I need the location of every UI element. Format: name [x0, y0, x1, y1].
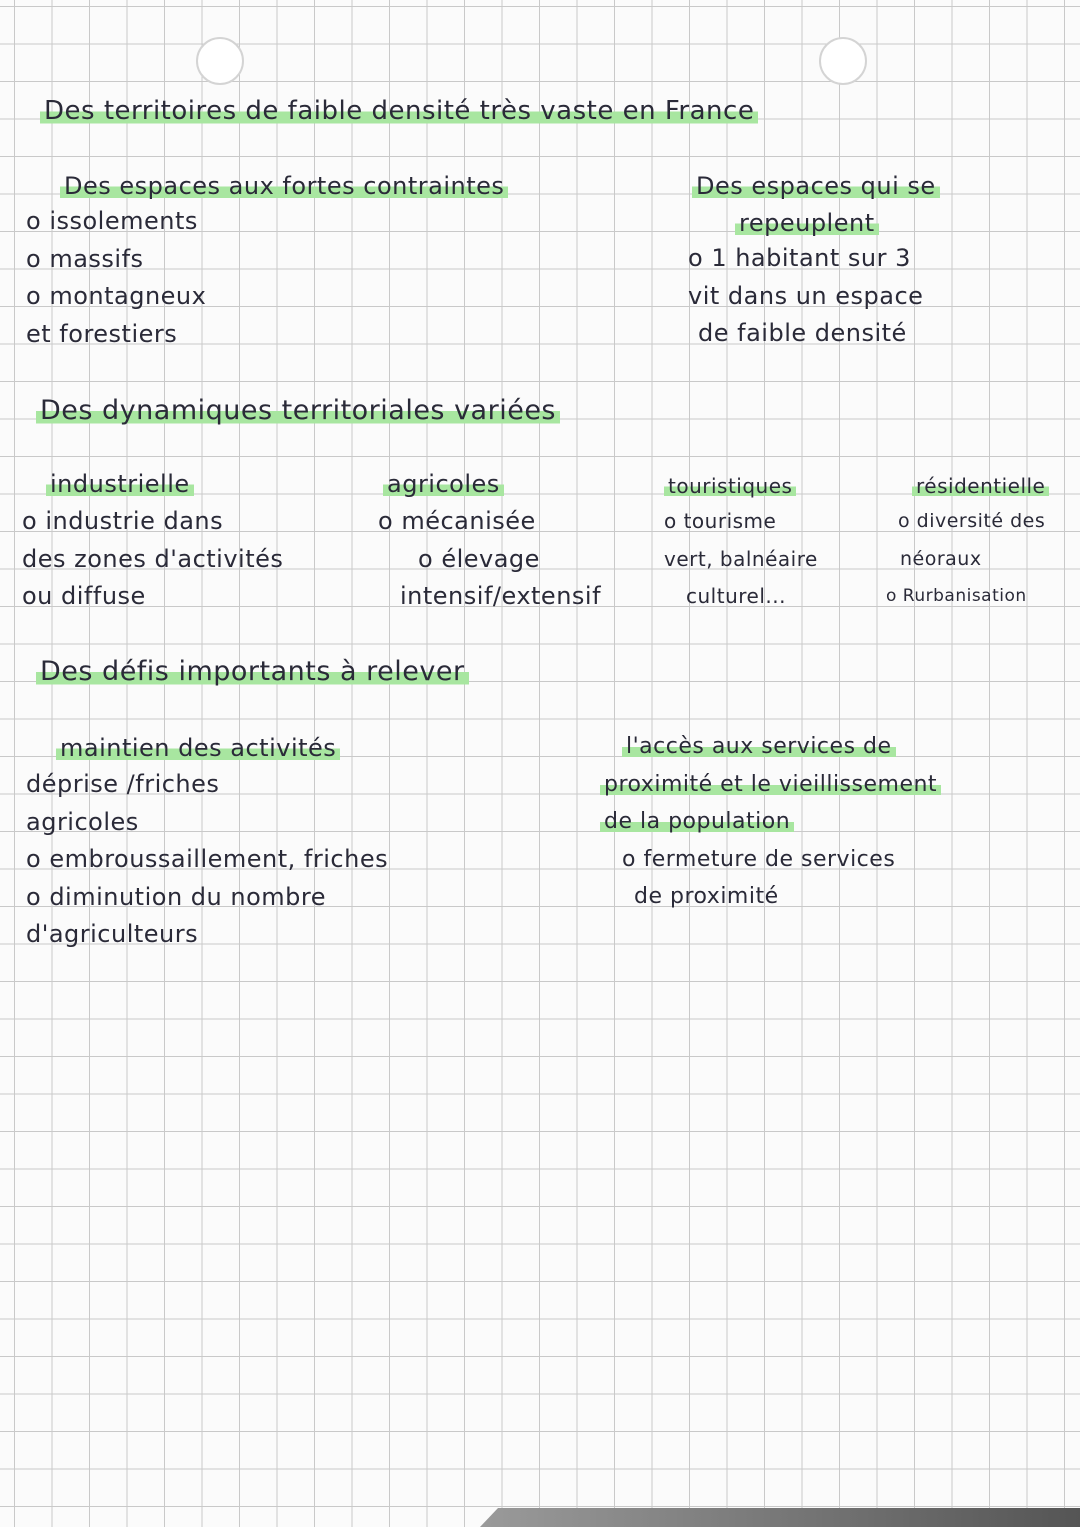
services-list	[600, 728, 941, 916]
residential-list	[886, 503, 1045, 616]
list-item: o Rurbanisation	[886, 586, 1027, 606]
list-item: o massifs	[26, 244, 144, 273]
list-item: o tourisme	[664, 509, 777, 533]
list-item: et forestiers	[26, 319, 178, 348]
list-item: agricoles	[26, 807, 139, 836]
repopulating-list	[688, 240, 923, 353]
activities-list	[26, 766, 388, 954]
list-item: de proximité	[634, 884, 779, 909]
list-item: culturel...	[686, 584, 786, 608]
list-item: des zones d'activités	[22, 544, 284, 573]
list-item: proximité et le vieillissement	[600, 766, 941, 804]
list-item: o industrie dans	[22, 507, 224, 535]
list-item: l'accès aux services de	[600, 728, 941, 766]
list-item: o embroussaillement, friches	[26, 845, 389, 873]
list-item: o 1 habitant sur 3	[688, 244, 911, 272]
page-title: Des territoires de faible densité très vaste en France	[40, 96, 758, 126]
dynamics-heading: Des dynamiques territoriales variées	[36, 395, 560, 426]
list-item: o élevage	[418, 544, 540, 573]
industrial-list	[22, 503, 283, 616]
list-item: néoraux	[900, 547, 982, 570]
punch-hole-right	[819, 37, 867, 85]
list-item: intensif/extensif	[400, 582, 602, 610]
page-bottom-edge	[480, 1508, 1080, 1527]
list-item: d'agriculteurs	[26, 920, 199, 948]
list-item: o diversité des	[898, 510, 1046, 532]
tourism-heading: touristiques	[664, 474, 796, 498]
activities-heading: maintien des activités	[56, 734, 340, 762]
list-item: de la population	[600, 803, 941, 841]
residential-heading: résidentielle	[912, 474, 1049, 498]
constraints-list	[26, 203, 206, 353]
challenges-heading: Des défis importants à relever	[36, 656, 469, 687]
list-item: o diminution du nombre	[26, 882, 326, 911]
punch-hole-left	[196, 37, 244, 85]
agricultural-list	[378, 503, 601, 616]
list-item: vert, balnéaire	[664, 546, 818, 571]
list-item: ou diffuse	[22, 582, 146, 610]
repopulating-heading-line2: repeuplent	[735, 209, 879, 237]
list-item: déprise /friches	[26, 770, 220, 798]
repopulating-heading: Des espaces qui se	[692, 172, 940, 200]
tourism-list	[664, 503, 818, 616]
list-item: vit dans un espace	[688, 281, 924, 310]
agricultural-heading: agricoles	[383, 470, 504, 498]
list-item: o issolements	[26, 207, 198, 235]
industrial-heading: industrielle	[46, 470, 194, 498]
list-item: o mécanisée	[378, 507, 536, 535]
list-item: o montagneux	[26, 282, 207, 310]
constraints-heading: Des espaces aux fortes contraintes	[60, 172, 508, 200]
list-item: o fermeture de services	[622, 846, 896, 872]
list-item: de faible densité	[698, 319, 907, 347]
